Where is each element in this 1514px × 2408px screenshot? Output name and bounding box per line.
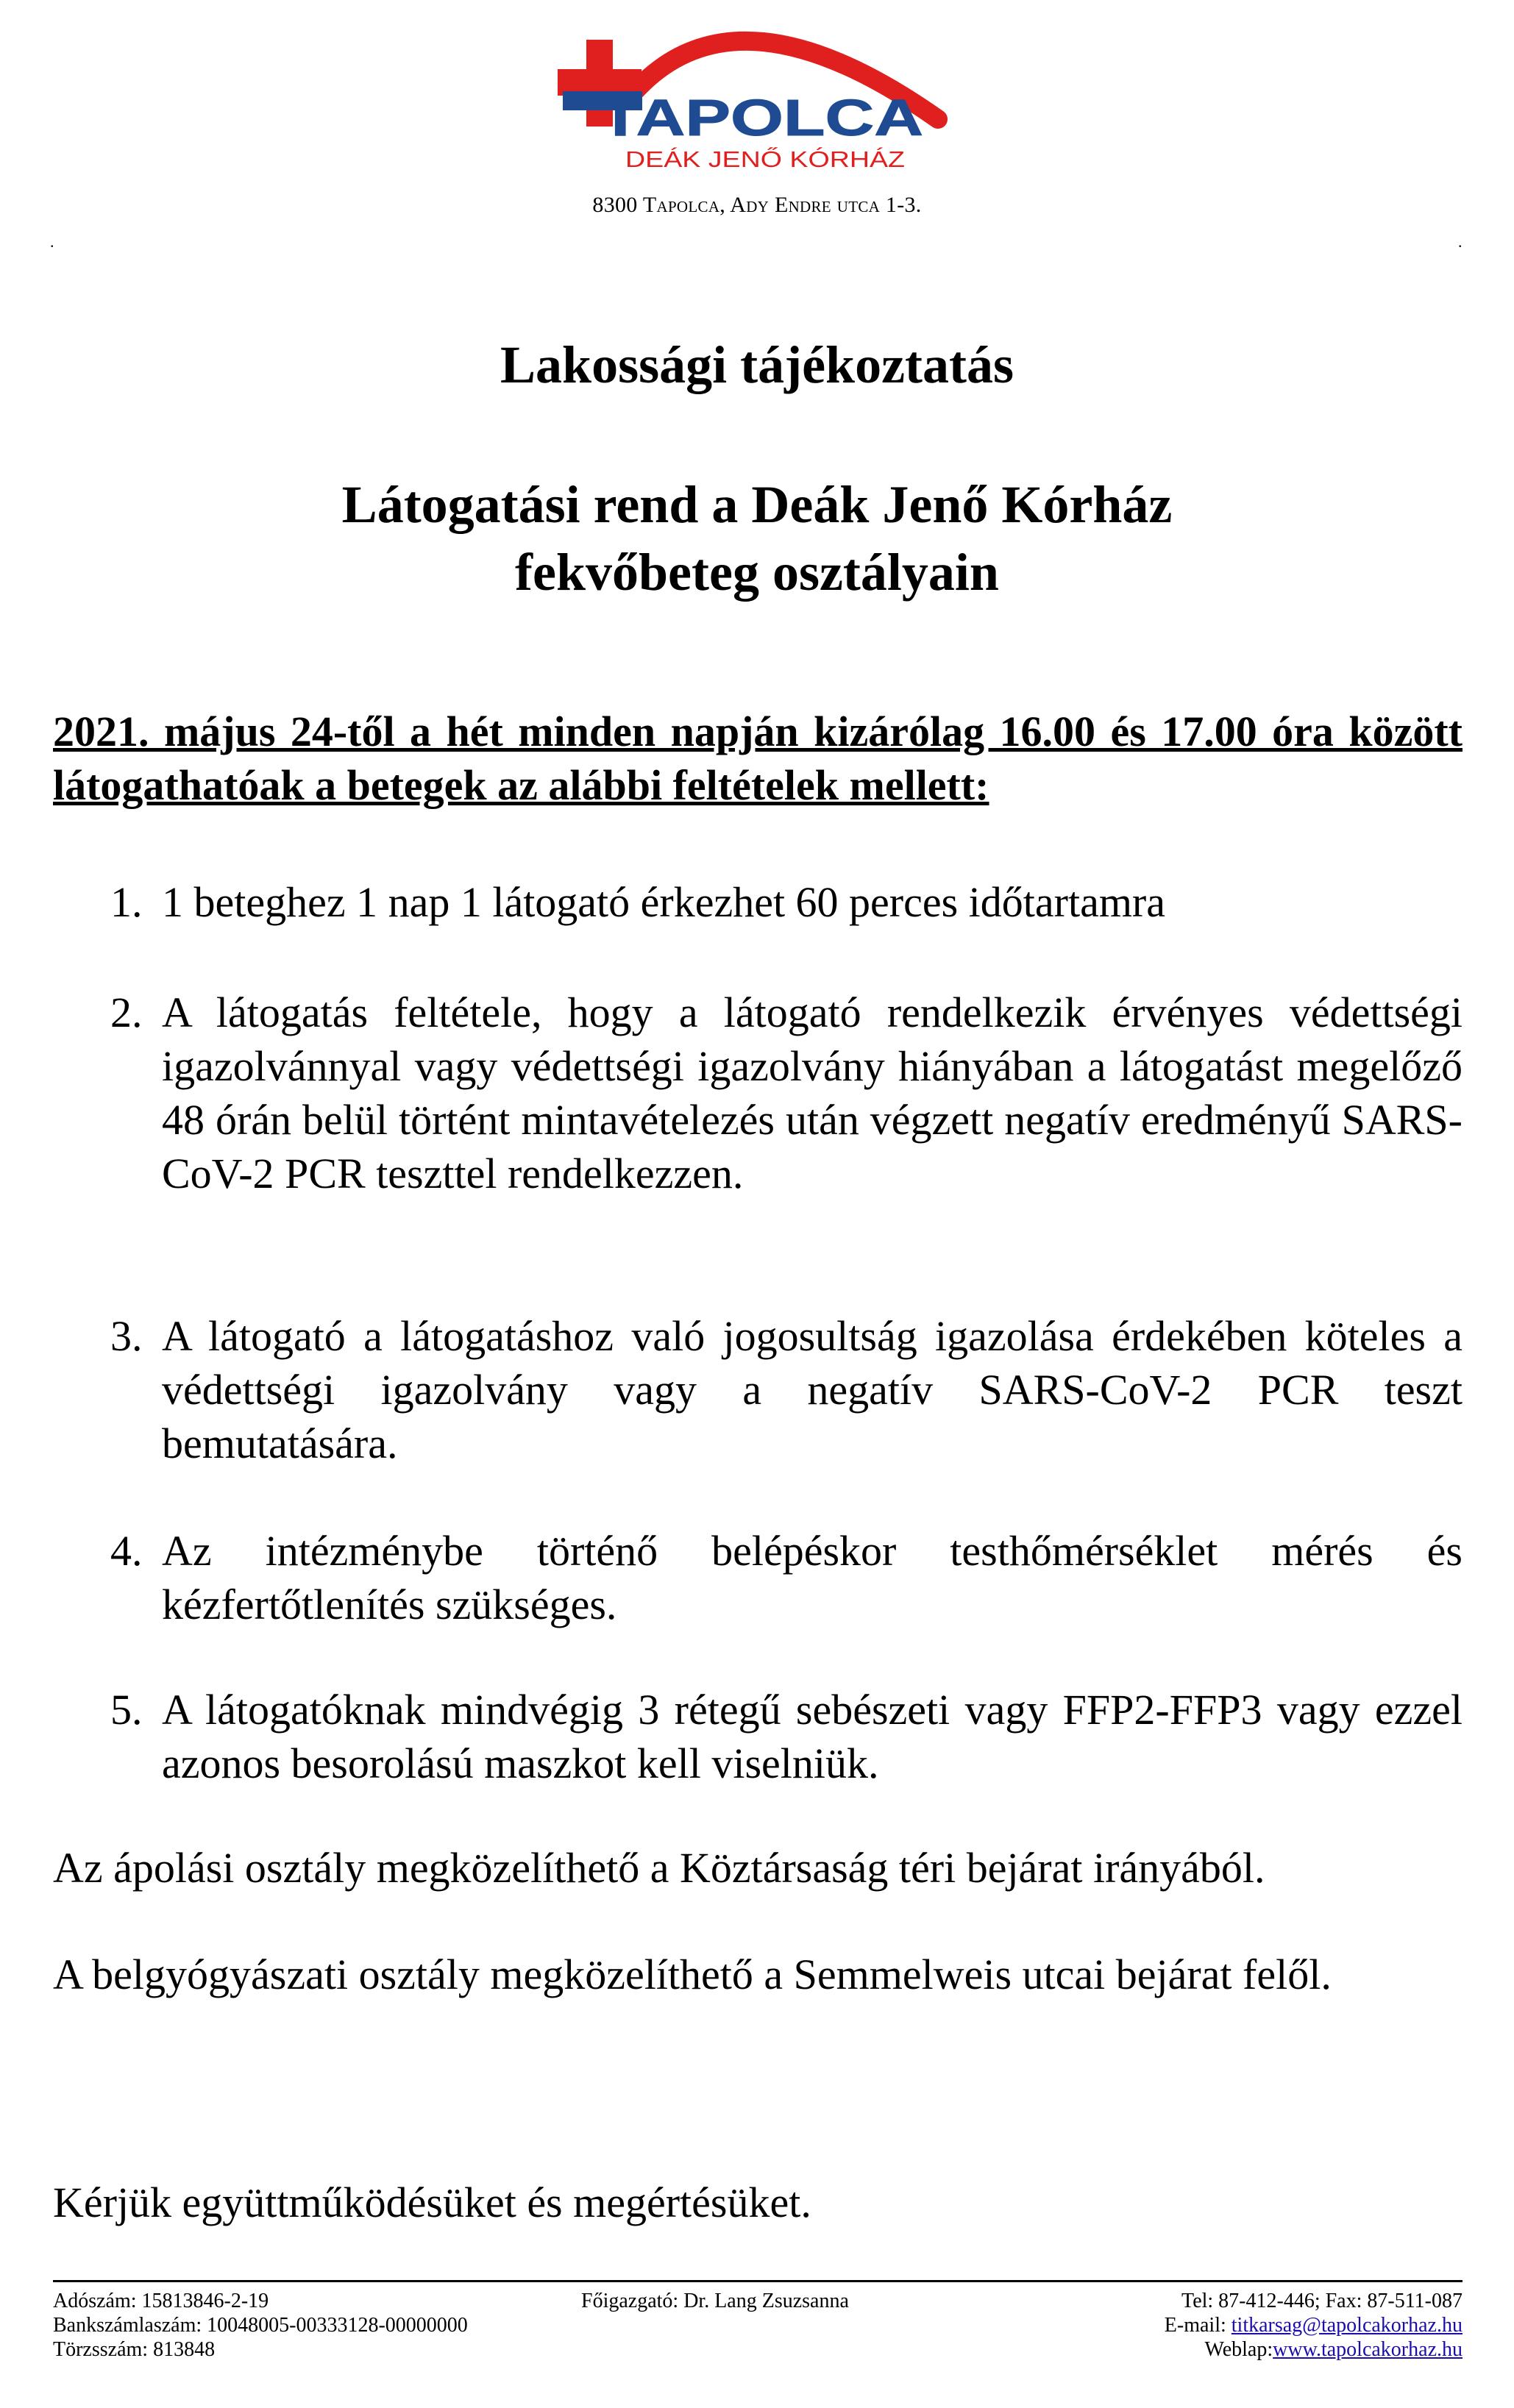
footer-divider xyxy=(53,2280,1463,2282)
internal-medicine-access: A belgyógyászati osztály megközelíthető a Semmelweis utcai bejárat felől. xyxy=(53,1951,1332,1998)
list-item xyxy=(110,875,1463,929)
email-link[interactable]: titkarsag@tapolcakorhaz.hu xyxy=(1231,2314,1463,2337)
logo-word: TAPOLCA xyxy=(600,89,923,146)
list-item-text: Az intézménybe történő belépéskor testhőmérséklet mérés és kézfertőtlenítés szükséges. xyxy=(162,1527,1463,1628)
web-line xyxy=(1165,2337,1463,2362)
nursing-ward-access: Az ápolási osztály megközelíthető a Köztársaság téri bejárat irányából. xyxy=(53,1844,1265,1892)
footer-left xyxy=(53,2289,468,2362)
registration-number: Törzsszám: 813848 xyxy=(53,2338,216,2361)
web-label: Weblap: xyxy=(1204,2338,1273,2361)
hospital-address: 8300 Tapolca, Ady Endre utca 1-3. xyxy=(592,193,922,217)
closing-note: Kérjük együttműködésüket és megértésüket. xyxy=(53,2179,811,2226)
list-item-number: 1. xyxy=(110,878,143,926)
list-item-text: A látogatás feltétele, hogy a látogató rendelkezik érvényes védettségi igazolvánnyal vagy védettségi igazolvány hiányában a látogatást megelőző 48 órán belül történt mintavételezés után végzett negatív eredményű SARS-CoV-2 PCR teszttel rendelkezzen. xyxy=(162,989,1463,1197)
tax-id: Adószám: 15813846-2-19 xyxy=(53,2290,269,2312)
hospital-logo xyxy=(555,9,953,178)
page-title: Lakossági tájékoztatás xyxy=(500,335,1014,394)
margin-dot-left: . xyxy=(50,232,54,251)
margin-dot-right: . xyxy=(1458,232,1463,251)
list-item xyxy=(110,1524,1463,1631)
phone-fax: Tel: 87-412-446; Fax: 87-511-087 xyxy=(1181,2290,1463,2312)
director: Főigazgató: Dr. Lang Zsuzsanna xyxy=(581,2290,849,2312)
logo-subtitle: DEÁK JENŐ KÓRHÁZ xyxy=(625,146,905,172)
list-item xyxy=(110,1309,1463,1470)
list-item-text: A látogatóknak mindvégig 3 rétegű sebészeti vagy FFP2-FFP3 vagy ezzel azonos besorolású maszkot kell viselniük. xyxy=(162,1686,1463,1787)
list-item-text: 1 beteghez 1 nap 1 látogató érkezhet 60 perces időtartamra xyxy=(162,878,1165,926)
list-item xyxy=(110,1683,1463,1790)
list-item xyxy=(110,986,1463,1200)
visiting-hours-lead: 2021. május 24-től a hét minden napján kizárólag 16.00 és 17.00 óra között látogathatóak a betegek az alábbi feltételek mellett: xyxy=(53,708,1463,809)
bank-account: Bankszámlaszám: 10048005-00333128-00000000 xyxy=(53,2314,468,2337)
list-item-number: 5. xyxy=(110,1686,143,1734)
subtitle-line-2: fekvőbeteg osztályain xyxy=(515,543,999,602)
email-line xyxy=(1165,2313,1463,2337)
web-link[interactable]: www.tapolcakorhaz.hu xyxy=(1273,2338,1463,2361)
list-item-number: 4. xyxy=(110,1527,143,1575)
list-item-number: 2. xyxy=(110,989,143,1036)
footer-right xyxy=(1165,2289,1463,2362)
list-item-number: 3. xyxy=(110,1312,143,1360)
footer-middle xyxy=(581,2289,849,2313)
list-item-text: A látogató a látogatáshoz való jogosultság igazolása érdekében köteles a védettségi igazolvány vagy a negatív SARS-CoV-2 PCR teszt bemutatására. xyxy=(162,1312,1463,1467)
email-label: E-mail: xyxy=(1164,2314,1232,2337)
subtitle-line-1: Látogatási rend a Deák Jenő Kórház xyxy=(341,475,1173,534)
page-subtitle xyxy=(0,471,1514,606)
